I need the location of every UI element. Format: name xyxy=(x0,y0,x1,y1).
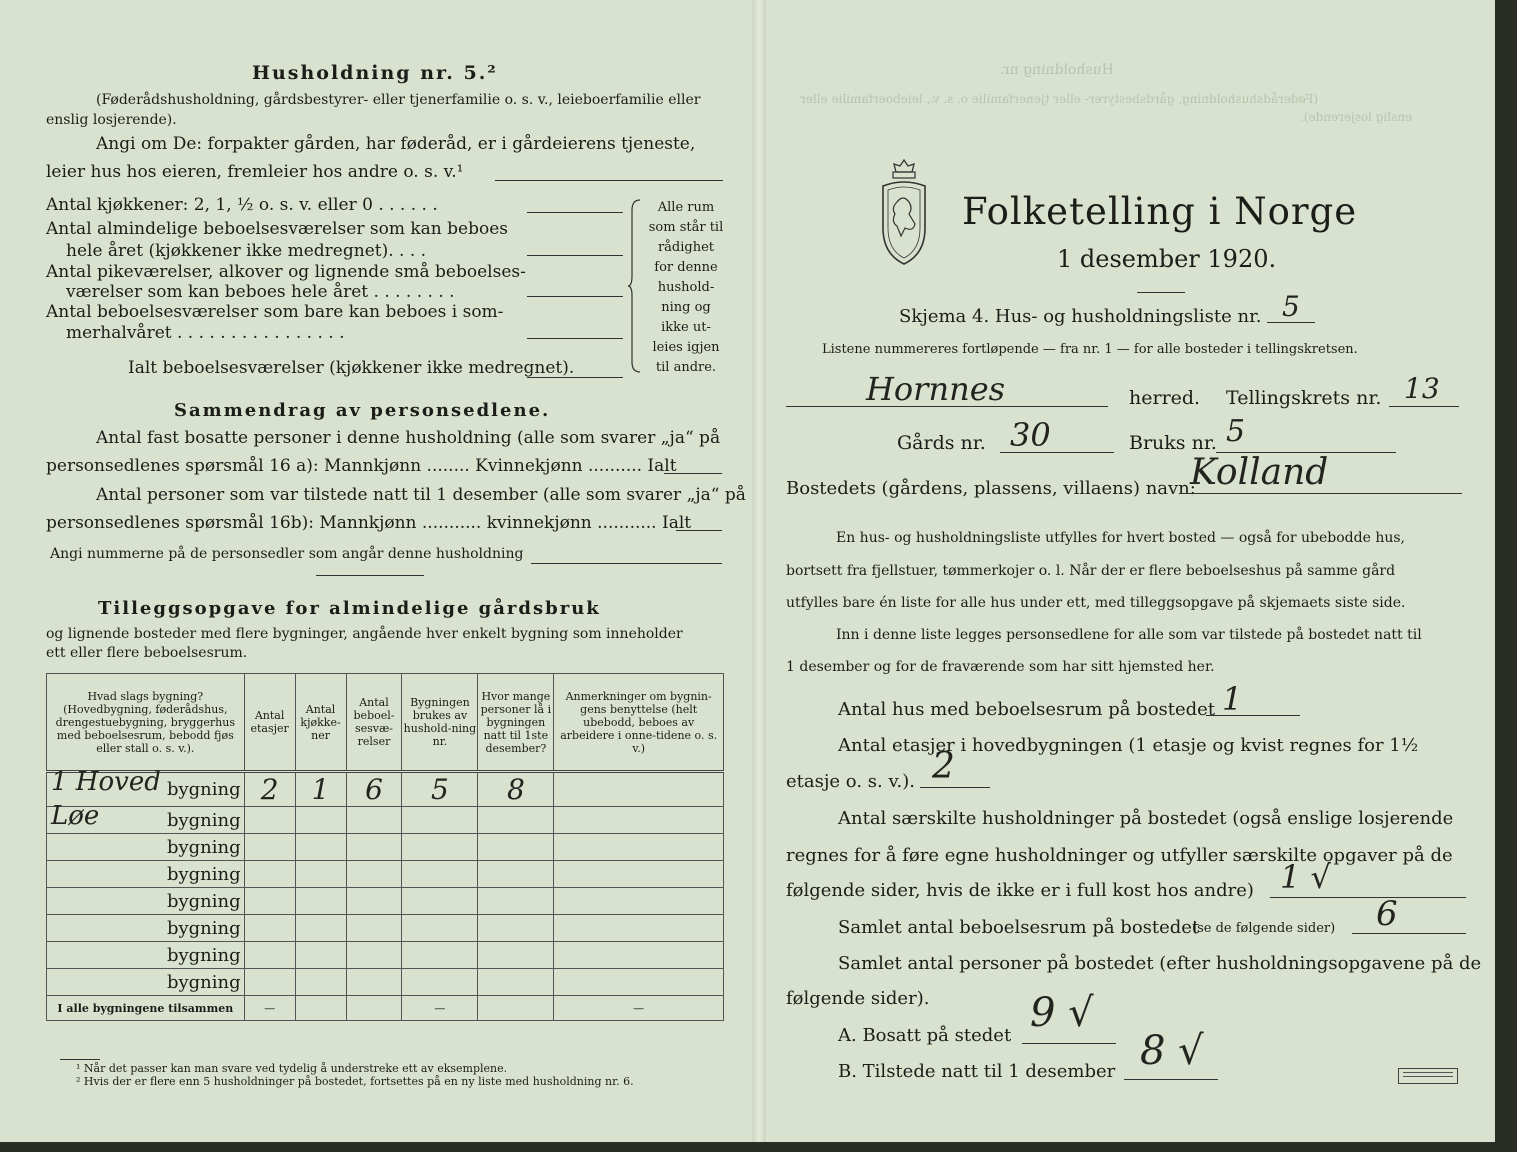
summary-line-2: personsedlenes spørsmål 16 a): Mannkjønn ........ Kvinnekjønn .......... Ialt xyxy=(46,456,677,476)
hush-line-2: regnes for å føre egne husholdninger og utfyller særskilte opgaver på de xyxy=(786,845,1453,866)
header-text: Antal kjøkke-ner xyxy=(300,702,341,742)
rooms-answer-4 xyxy=(527,338,623,339)
header-text: Hvor mange personer lå i bygningen natt til 1ste desember? xyxy=(480,689,552,755)
hus-value: 1 xyxy=(1222,680,1243,718)
anmerkning-cell xyxy=(554,807,724,834)
total-anmerkning: — xyxy=(554,996,724,1021)
rooms-answer-3 xyxy=(527,296,623,297)
total-etasjer: — xyxy=(244,996,295,1021)
samlet-rum-answer-line xyxy=(1352,933,1466,934)
header-text: Antal beboel-sesvæ-relser xyxy=(353,696,395,748)
building-label: bygning xyxy=(166,809,241,831)
brace-note xyxy=(648,198,724,378)
bosatt-value: 9 √ xyxy=(1030,990,1094,1036)
husholdning-cell xyxy=(402,807,478,834)
ghost-line-1: (Føderådshusholdning, gårdsbestyrer- eller tjenerfamilie o. s. v., leieboerfamilie eller xyxy=(800,92,1319,106)
coat-of-arms-icon xyxy=(873,158,935,268)
total-kjokken xyxy=(295,996,346,1021)
instruction-2: bortsett fra fjellstuer, tømmerkojer o. l. Når der er flere beboelseshus på samme gård xyxy=(786,563,1396,579)
etasjer-cell xyxy=(244,888,295,915)
samlet-pers-line-2: følgende sider). xyxy=(786,988,930,1009)
anmerkning-cell xyxy=(554,834,724,861)
bosted-value: Kolland xyxy=(1190,452,1329,493)
table-row xyxy=(47,861,724,888)
samlet-rum-small: (se de følgende sider) xyxy=(1192,921,1336,936)
rooms-total-answer xyxy=(527,377,623,378)
etasjer-line-2: etasje o. s. v.). xyxy=(786,771,915,792)
tilstede-answer-line xyxy=(1124,1079,1218,1080)
census-title: Folketelling i Norge xyxy=(962,190,1358,233)
brace-icon xyxy=(628,198,642,374)
gards-value: 30 xyxy=(1010,416,1051,454)
anmerkning-cell xyxy=(554,969,724,996)
brace-note-line: ning og xyxy=(661,300,711,315)
kjokken-cell xyxy=(295,915,346,942)
table-row xyxy=(47,888,724,915)
header-personer xyxy=(478,674,554,772)
personer-cell xyxy=(478,942,554,969)
tellingskrets-value: 13 xyxy=(1404,372,1440,405)
vaerelser-cell xyxy=(346,942,402,969)
hush-line-3: følgende sider, hvis de ikke er i full kost hos andre) xyxy=(786,880,1254,901)
rooms-line-1: Antal kjøkkener: 2, 1, ½ o. s. v. eller 0 . . . . . . xyxy=(46,195,438,215)
kjokken-cell xyxy=(295,942,346,969)
vaerelser-cell xyxy=(346,861,402,888)
bosted-answer-line xyxy=(1180,493,1462,494)
personer-cell xyxy=(478,807,554,834)
skjema-line: Skjema 4. Hus- og husholdningsliste nr. xyxy=(899,306,1262,327)
rooms-line-4: Antal pikeværelser, alkover og lignende små beboelses- xyxy=(46,262,526,282)
rooms-line-2: Antal almindelige beboelsesværelser som kan beboes xyxy=(46,219,508,239)
summary-line-1: Antal fast bosatte personer i denne husholdning (alle som svarer „ja“ på xyxy=(96,428,721,448)
rooms-line-3: hele året (kjøkkener ikke medregnet). . . . xyxy=(66,241,427,261)
header-etasjer xyxy=(244,674,295,772)
personer-cell xyxy=(478,834,554,861)
etasjer-cell xyxy=(244,807,295,834)
scan-edge-bottom xyxy=(0,1142,1517,1152)
kjokken-cell xyxy=(295,807,346,834)
personer-cell xyxy=(478,861,554,888)
building-label: bygning xyxy=(166,863,241,885)
etasjer-cell xyxy=(244,969,295,996)
vaerelser-cell xyxy=(346,834,402,861)
instruction-3: utfylles bare én liste for alle hus under ett, med tilleggsopgave på skjemaets siste side. xyxy=(786,595,1406,611)
footnote-rule xyxy=(60,1059,100,1060)
instruction-5: 1 desember og for de fraværende som har sitt hjemsted her. xyxy=(786,659,1215,675)
bosted-label: Bostedets (gårdens, plassens, villaens) navn: xyxy=(786,478,1196,499)
kjokken-cell xyxy=(295,888,346,915)
anmerkning-cell xyxy=(554,861,724,888)
total-husholdning: — xyxy=(402,996,478,1021)
summary-numbers-line xyxy=(531,563,722,564)
stamp-rule xyxy=(1403,1072,1453,1073)
summary-title: Sammendrag av personsedlene. xyxy=(174,400,551,421)
vaerelser-cell xyxy=(346,969,402,996)
vaerelser-cell xyxy=(346,888,402,915)
tellingskrets-answer-line xyxy=(1389,406,1459,407)
kjokken-cell xyxy=(295,834,346,861)
hush-line-1: Antal særskilte husholdninger på bostedet (også enslige losjerende xyxy=(838,808,1454,829)
header-text: Anmerkninger om bygnin-gens benyttelse (helt ubebodd, beboes av arbeidere i onne-tidene o. s. v.) xyxy=(560,689,718,755)
herred-value: Hornnes xyxy=(866,370,1006,408)
building-label: bygning xyxy=(166,944,241,966)
brace-note-line: ikke ut- xyxy=(661,320,711,335)
total-label: I alle bygningene tilsammen xyxy=(47,996,245,1021)
husholdning-cell xyxy=(402,969,478,996)
header-text: Bygningen brukes av hushold-ning nr. xyxy=(403,696,477,748)
building-cell xyxy=(47,861,245,888)
personer-cell: 8 xyxy=(478,772,554,807)
header-vaerelser xyxy=(346,674,402,772)
gards-label: Gårds nr. xyxy=(897,432,986,454)
household-subtitle-2: enslig losjerende). xyxy=(46,112,177,128)
rooms-line-7: merhalvåret . . . . . . . . . . . . . . . . xyxy=(66,323,345,343)
table-row xyxy=(47,772,724,807)
etasjer-line-1: Antal etasjer i hovedbygningen (1 etasje og kvist regnes for 1½ xyxy=(838,735,1419,756)
rooms-total: Ialt beboelsesværelser (kjøkkener ikke medregnet). xyxy=(128,358,575,378)
etasjer-cell: 2 xyxy=(244,772,295,807)
tillegg-line-2: ett eller flere beboelsesrum. xyxy=(46,645,248,661)
table-row xyxy=(47,834,724,861)
anmerkning-cell xyxy=(554,915,724,942)
samlet-pers-line-1: Samlet antal personer på bostedet (efter husholdningsopgavene på de xyxy=(838,953,1482,974)
census-date: 1 desember 1920. xyxy=(1057,245,1277,273)
footnote-1: ¹ Når det passer kan man svare ved tydelig å understreke ett av eksemplene. xyxy=(76,1062,508,1075)
header-text: Hvad slags bygning? (Hovedbygning, føderådshus, drengestuebygning, bryggerhus med beboelsesrum, bebodd fjøs eller stall o. s. v.). xyxy=(55,689,235,755)
building-cell xyxy=(47,915,245,942)
husholdning-cell xyxy=(402,861,478,888)
instruction-4: Inn i denne liste legges personsedlene for alle som var tilstede på bostedet natt til xyxy=(836,627,1422,643)
hush-value: 1 √ xyxy=(1280,858,1331,896)
header-kjokkener xyxy=(295,674,346,772)
rooms-line-5: værelser som kan beboes hele året . . . . . . . . xyxy=(66,282,455,302)
vaerelser-cell xyxy=(346,807,402,834)
bruks-label: Bruks nr. xyxy=(1129,432,1217,454)
header-husholdning xyxy=(402,674,478,772)
brace-note-line: som står til xyxy=(648,220,724,235)
page-fold xyxy=(752,0,766,1152)
brace-note-line: rådighet xyxy=(657,240,715,255)
samlet-rum-value: 6 xyxy=(1376,894,1398,934)
bosatt-answer-line xyxy=(1022,1043,1116,1044)
printer-stamp xyxy=(1398,1068,1458,1084)
angi-answer-line xyxy=(495,180,723,181)
summary-line-4: personsedlenes spørsmål 16b): Mannkjønn ........... kvinnekjønn ........... Ialt xyxy=(46,513,692,533)
building-label: bygning xyxy=(166,917,241,939)
header-text: Antal etasjer xyxy=(250,709,289,735)
husholdning-cell xyxy=(402,942,478,969)
summary-ialt-line-2 xyxy=(676,530,722,531)
total-vaerelser xyxy=(346,996,402,1021)
samlet-rum-label: Samlet antal beboelsesrum på bostedet xyxy=(838,917,1200,938)
brace-note-line: leies igjen xyxy=(652,340,720,355)
building-cell xyxy=(47,969,245,996)
household-subtitle-1: (Føderådshusholdning, gårdsbestyrer- eller tjenerfamilie o. s. v., leieboerfamilie eller xyxy=(96,92,701,108)
etasjer-answer-line xyxy=(920,787,990,788)
summary-separator xyxy=(316,575,424,576)
header-building-type xyxy=(47,674,245,772)
table-row xyxy=(47,969,724,996)
etasjer-value: 2 xyxy=(932,746,955,787)
building-label: bygning xyxy=(166,890,241,912)
instruction-1: En hus- og husholdningsliste utfylles for hvert bosted — også for ubebodde hus, xyxy=(836,530,1405,546)
kjokken-cell: 1 xyxy=(295,772,346,807)
building-cell xyxy=(47,834,245,861)
etasjer-cell xyxy=(244,861,295,888)
table-row xyxy=(47,807,724,834)
hush-answer-line xyxy=(1270,897,1466,898)
brace-note-line: for denne xyxy=(654,260,718,275)
title-separator xyxy=(1137,292,1185,293)
angi-line-2: leier hus hos eieren, fremleier hos andre o. s. v.¹ xyxy=(46,162,464,182)
hus-answer-line xyxy=(1206,715,1300,716)
husholdning-cell xyxy=(402,915,478,942)
tellingskrets-label: Tellingskrets nr. xyxy=(1226,387,1382,409)
rooms-answer-2 xyxy=(527,255,623,256)
husholdning-cell xyxy=(402,888,478,915)
handwritten-building: 1 Hoved xyxy=(51,767,161,797)
kjokken-cell xyxy=(295,969,346,996)
building-label: bygning xyxy=(166,779,241,800)
etasjer-cell xyxy=(244,915,295,942)
handwritten-building: Løe xyxy=(51,801,100,831)
ghost-line-2: enslig losjerende). xyxy=(1300,110,1413,124)
etasjer-cell xyxy=(244,942,295,969)
hus-label: Antal hus med beboelsesrum på bostedet xyxy=(838,699,1216,720)
bosatt-label: A. Bosatt på stedet xyxy=(838,1025,1012,1046)
table-row xyxy=(47,915,724,942)
kjokken-cell xyxy=(295,861,346,888)
total-personer xyxy=(478,996,554,1021)
brace-note-line: til andre. xyxy=(655,360,717,375)
anmerkning-cell xyxy=(554,772,724,807)
herred-label: herred. xyxy=(1129,387,1201,409)
husholdning-cell: 5 xyxy=(402,772,478,807)
table-header-row xyxy=(47,674,724,772)
building-label: bygning xyxy=(166,836,241,858)
building-table xyxy=(46,673,724,1021)
household-title: Husholdning nr. 5.² xyxy=(252,62,498,84)
bruks-value: 5 xyxy=(1226,414,1246,449)
building-cell xyxy=(47,801,245,834)
summary-line-5: Angi nummerne på de personsedler som angår denne husholdning xyxy=(50,546,524,562)
vaerelser-cell xyxy=(346,915,402,942)
tilstede-value: 8 √ xyxy=(1140,1028,1204,1074)
husholdning-cell xyxy=(402,834,478,861)
personer-cell xyxy=(478,888,554,915)
building-cell xyxy=(47,942,245,969)
tilstede-label: B. Tilstede natt til 1 desember xyxy=(838,1061,1116,1082)
brace-note-line: Alle rum xyxy=(657,200,715,215)
skjema-value: 5 xyxy=(1282,290,1300,323)
rooms-answer-1 xyxy=(527,212,623,213)
table-row xyxy=(47,942,724,969)
building-cell xyxy=(47,888,245,915)
rooms-line-6: Antal beboelsesværelser som bare kan beboes i som- xyxy=(46,302,504,322)
anmerkning-cell xyxy=(554,942,724,969)
stamp-rule xyxy=(1403,1076,1453,1077)
building-label: bygning xyxy=(166,971,241,993)
listene-note: Listene nummereres fortløpende — fra nr. 1 — for alle bosteder i tellingskretsen. xyxy=(822,342,1358,357)
summary-line-3: Antal personer som var tilstede natt til 1 desember (alle som svarer „ja“ på xyxy=(96,485,746,505)
anmerkning-cell xyxy=(554,888,724,915)
footnote-2: ² Hvis der er flere enn 5 husholdninger på bostedet, fortsettes på en ny liste med husholdning nr. 6. xyxy=(76,1075,634,1088)
tillegg-line-1: og lignende bosteder med flere bygninger, angående hver enkelt bygning som inneholder xyxy=(46,626,683,642)
vaerelser-cell: 6 xyxy=(346,772,402,807)
table-total-row xyxy=(47,996,724,1021)
angi-line-1: Angi om De: forpakter gården, har føderåd, er i gårdeierens tjeneste, xyxy=(96,134,696,154)
scan-edge-right xyxy=(1495,0,1517,1152)
personer-cell xyxy=(478,969,554,996)
summary-ialt-line-1 xyxy=(664,473,722,474)
brace-note-line: hushold- xyxy=(657,280,715,295)
tillegg-title: Tilleggsopgave for almindelige gårdsbruk xyxy=(98,598,601,619)
personer-cell xyxy=(478,915,554,942)
ghost-title: Husholdning nr. xyxy=(1000,62,1114,78)
header-anmerkninger xyxy=(554,674,724,772)
etasjer-cell xyxy=(244,834,295,861)
